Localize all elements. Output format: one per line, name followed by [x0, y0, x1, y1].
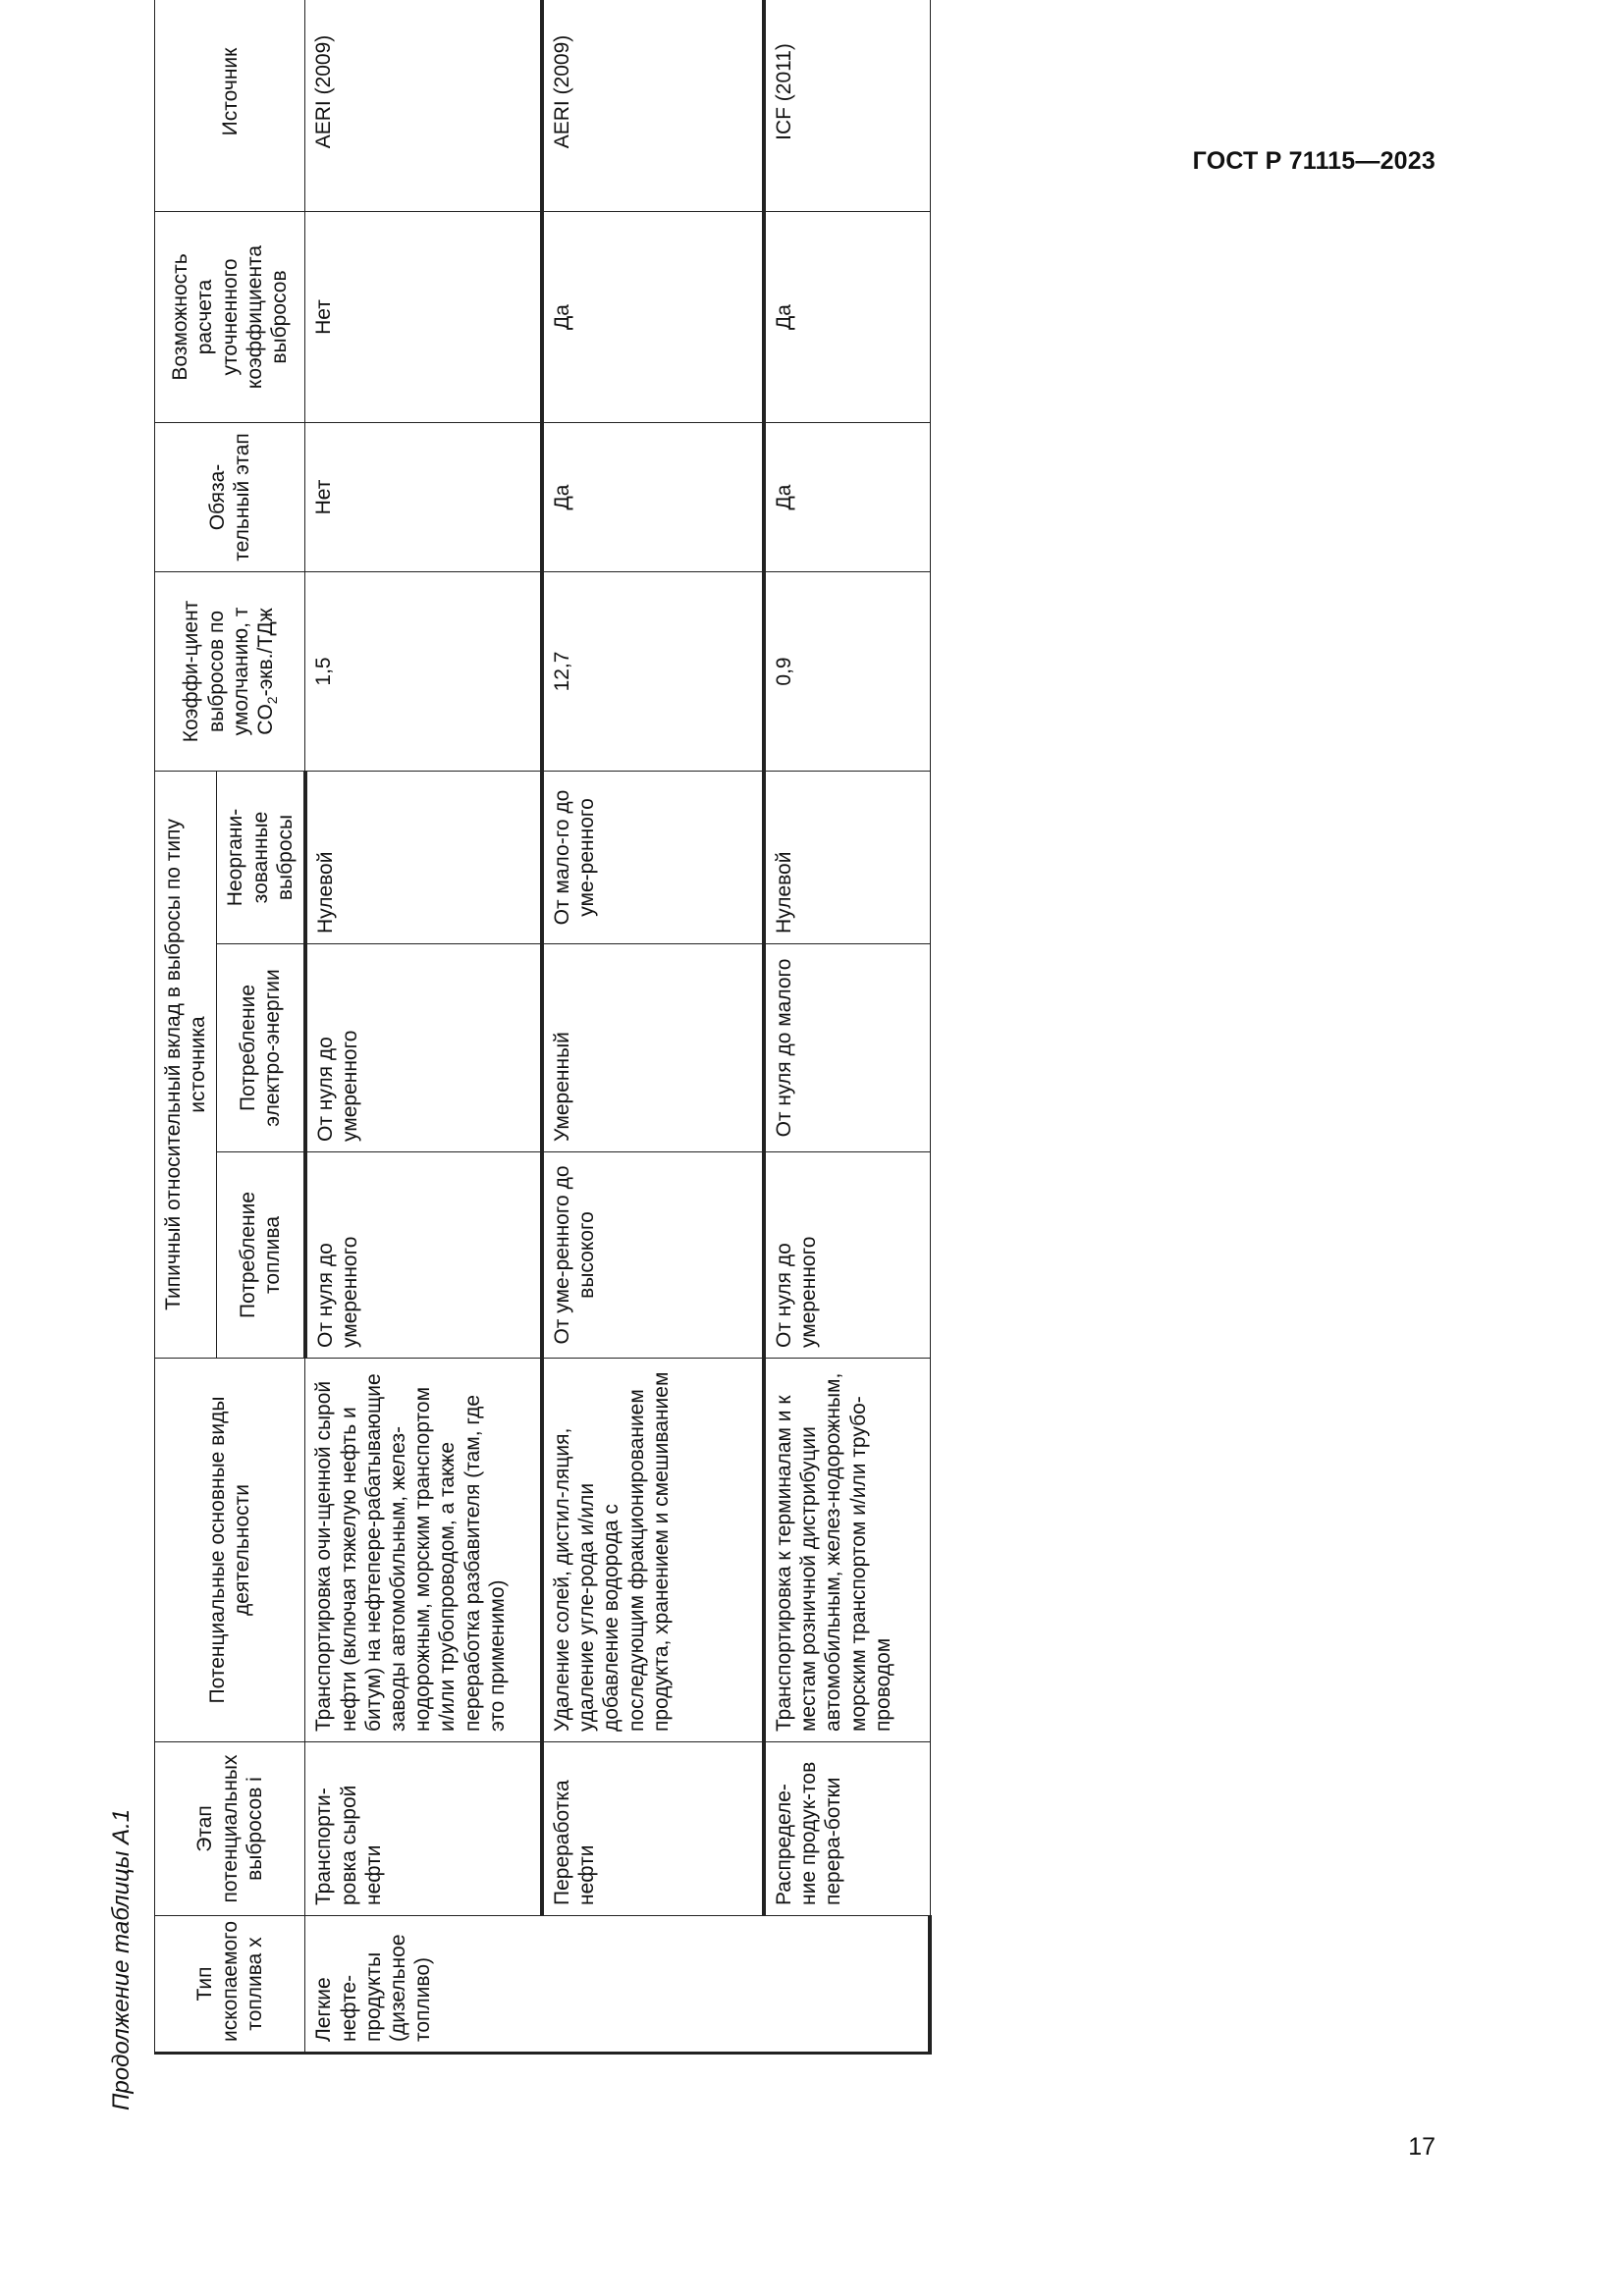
header-refined-calculation: Возможность расчета уточненного коэффициента выбросов	[155, 211, 305, 422]
cell-electricity-use: Умеренный	[542, 944, 764, 1152]
cell-refined: Да	[764, 211, 931, 422]
header-default-coefficient	[155, 571, 305, 771]
document-id: ГОСТ Р 71115—2023	[1192, 147, 1435, 175]
cell-fuel-use: От нуля до умеренного	[305, 1152, 542, 1359]
cell-fugitive: От мало-го до уме-ренного	[542, 771, 764, 943]
cell-fuel-use: От нуля до умеренного	[764, 1152, 931, 1359]
cell-activities: Удаление солей, дистил-ляция, удаление угле-рода и/или добавление водорода с последующим фракционированием продукта, хранением и смешиванием	[542, 1359, 764, 1742]
table-caption: Продолжение таблицы А.1	[108, 1808, 135, 2110]
table-row	[764, 0, 931, 2054]
coef-subscript: 2	[264, 696, 281, 705]
cell-stage: Транспорти-ровка сырой нефти	[305, 1742, 542, 1916]
emissions-table	[154, 0, 932, 2055]
cell-coefficient: 12,7	[542, 571, 764, 771]
header-fuel-type: Тип ископаемого топлива x	[155, 1916, 305, 2054]
rotated-table-page	[108, 34, 1581, 2110]
coef-text-2: -экв./ТДж	[254, 608, 277, 697]
cell-mandatory: Да	[542, 422, 764, 571]
cell-coefficient: 0,9	[764, 571, 931, 771]
header-source: Источник	[155, 0, 305, 211]
header-typical-contribution: Типичный относительный вклад в выбросы по типу источника	[155, 771, 217, 1358]
cell-mandatory: Нет	[305, 422, 542, 571]
cell-activities: Транспортировка очи-щенной сырой нефти (включая тяжелую нефть и битум) на нефтепере-рабатывающие заводы автомобильным, желез-нодорожным, морским транспортом и/или трубопроводом, а также переработка разбавителя (там, где это применимо)	[305, 1359, 542, 1742]
cell-refined: Нет	[305, 211, 542, 422]
cell-activities: Транспортировка к терминалам и к местам розничной дистрибуции автомобильным, желез-нодорожным, морским транспортом и/или трубо-проводом	[764, 1359, 931, 1742]
cell-fuel-use: От уме-ренного до высокого	[542, 1152, 764, 1359]
cell-electricity-use: От нуля до малого	[764, 944, 931, 1152]
cell-source: AERI (2009)	[542, 0, 764, 211]
header-fuel-use: Потребление топлива	[217, 1152, 305, 1359]
header-mandatory-stage: Обяза-тельный этап	[155, 422, 305, 571]
header-stage: Этап потенциальных выбросов i	[155, 1742, 305, 1916]
page-number: 17	[1408, 2133, 1435, 2161]
cell-electricity-use: От нуля до умеренного	[305, 944, 542, 1152]
cell-source: AERI (2009)	[305, 0, 542, 211]
header-electricity-use: Потребление электро-энергии	[217, 944, 305, 1152]
cell-source: ICF (2011)	[764, 0, 931, 211]
coef-text-1: Коэффи-циент выбросов по умолчанию, т CO	[180, 600, 277, 743]
cell-stage: Переработка нефти	[542, 1742, 764, 1916]
header-activities: Потенциальные основные виды деятельности	[155, 1359, 305, 1742]
cell-mandatory: Да	[764, 422, 931, 571]
cell-coefficient: 1,5	[305, 571, 542, 771]
cell-fugitive: Нулевой	[305, 771, 542, 943]
cell-fugitive: Нулевой	[764, 771, 931, 943]
table-row	[305, 0, 542, 2054]
header-row-1	[155, 0, 217, 2054]
header-fugitive: Неоргани-зованные выбросы	[217, 771, 305, 943]
table-row	[542, 0, 764, 2054]
cell-refined: Да	[542, 211, 764, 422]
cell-fuel-type: Легкие нефте-продукты (дизельное топливо)	[305, 1916, 931, 2054]
cell-stage: Распределе-ние продук-тов перера-ботки	[764, 1742, 931, 1916]
